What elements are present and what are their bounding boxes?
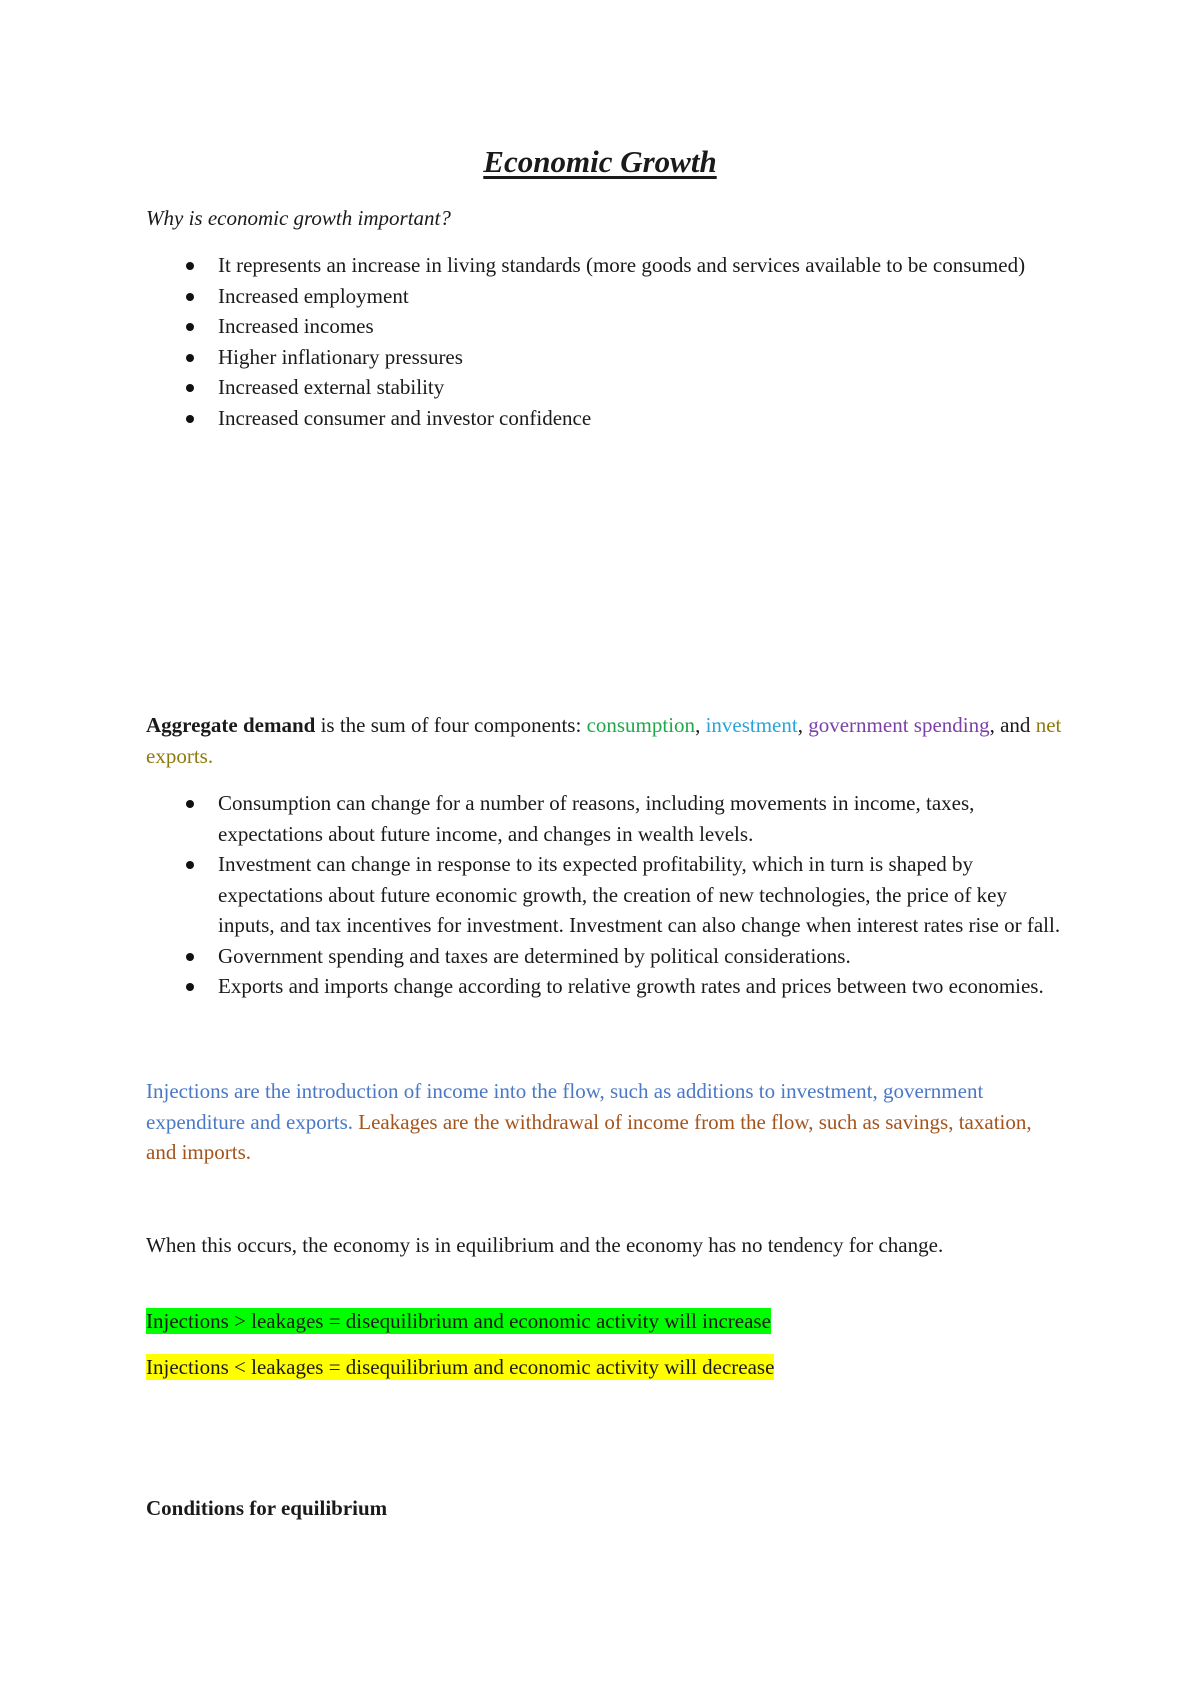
highlight-increase-line	[146, 1306, 771, 1337]
consumption-term: consumption	[586, 713, 696, 737]
list-item: Investment can change in response to its expected profitability, which in turn is shaped by expectations about future economic growth, the creation of new technologies, the price of key inputs, and tax incentives for investment. Investment can also change when interest rates rise or fall.	[146, 849, 1066, 941]
list-item: Higher inflationary pressures	[146, 342, 1066, 373]
list-item: It represents an increase in living standards (more goods and services available to be consumed)	[146, 250, 1066, 281]
list-item: Government spending and taxes are determined by political considerations.	[146, 941, 1066, 972]
page-title: Economic Growth	[483, 144, 717, 179]
equilibrium-paragraph: When this occurs, the economy is in equilibrium and the economy has no tendency for change.	[146, 1233, 944, 1257]
injections-definition: Injections are the introduction of income into the flow, such as additions to investment, government expenditure and exports.	[146, 1079, 984, 1134]
highlight-decrease-text: Injections < leakages = disequilibrium and economic activity will decrease	[146, 1355, 775, 1379]
highlight-decrease-line	[146, 1352, 774, 1383]
aggregate-intro: is the sum of four components:	[315, 713, 587, 737]
government-spending-term: government spending	[808, 713, 990, 737]
aggregate-demand-points-list	[146, 788, 1066, 1002]
separator: , and	[989, 713, 1036, 737]
net-exports-term: net exports	[146, 713, 1062, 768]
conditions-heading: Conditions for equilibrium	[146, 1496, 388, 1520]
list-item: Increased external stability	[146, 372, 1066, 403]
list-item: Increased consumer and investor confidence	[146, 403, 1066, 434]
list-item: Increased incomes	[146, 311, 1066, 342]
growth-reasons-list	[146, 250, 1066, 433]
separator: ,	[695, 713, 706, 737]
leakages-definition: Leakages are the withdrawal of income from the flow, such as savings, taxation, and imports.	[146, 1109, 1032, 1164]
list-item: Exports and imports change according to relative growth rates and prices between two economies.	[146, 971, 1066, 1002]
sentence-end: .	[207, 743, 214, 768]
list-item: Consumption can change for a number of reasons, including movements in income, taxes, expectations about future income, and changes in wealth levels.	[146, 788, 1066, 849]
list-item: Increased employment	[146, 281, 1066, 312]
aggregate-demand-term: Aggregate demand	[146, 713, 316, 737]
injections-leakages-paragraph	[146, 1076, 1066, 1168]
aggregate-demand-paragraph	[146, 710, 1066, 771]
separator: ,	[797, 713, 809, 737]
highlight-increase-text: Injections > leakages = disequilibrium and economic activity will increase	[146, 1309, 771, 1333]
investment-term: investment	[705, 713, 798, 737]
subtitle-question: Why is economic growth important?	[146, 206, 451, 230]
